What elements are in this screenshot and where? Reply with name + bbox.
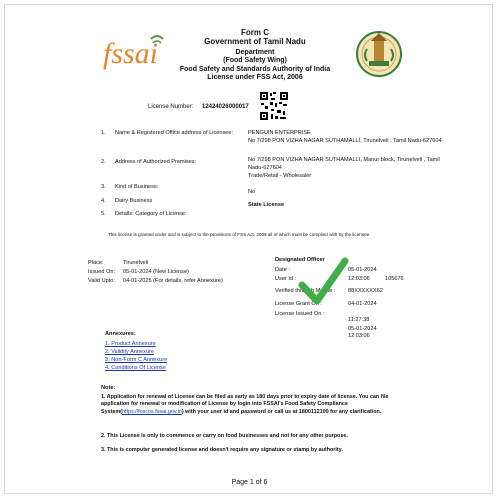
officer-issued-time: 11:27:38 [348,317,370,323]
field-value-premises: No 7/298 PON VIZHA NAGAR SUTHAMALLI, Manur block, Tirunelveli , Tamil Nadu-627604 Trade/Retail - Wholesaler [248,157,440,179]
verified-tick-icon [297,255,349,307]
annexure-link-non-form-c[interactable]: 3. Non-Form C Annexure [105,357,168,363]
field-label-premises: Address of Authorized Premises: [115,159,197,165]
form-title: Form C [241,28,269,37]
fssai-logo-text: fssai [103,37,159,70]
annexure-link-validity[interactable]: 2. Validity Annexure [105,349,155,355]
officer-verified-value: 88XXXXXX62 [348,288,383,294]
officer-userid-extra: 105676 [385,276,404,282]
government-title: Government of Tamil Nadu [204,37,306,46]
officer-date-label: Date : [275,267,290,273]
tamil-nadu-emblem-icon [349,29,409,79]
department-title: Department [235,49,275,56]
valid-upto-value: 04-01-2025 (For details, refer Annexure) [123,278,223,284]
officer-userid-value: 12:03:06 [348,276,370,282]
field-value-dairy: No [248,189,256,195]
note-paragraph-1 [101,394,411,416]
field-number: 1. [101,130,106,136]
field-number: 5. [101,211,106,217]
field-label-kind-business: Kind of Business: [115,184,159,190]
note-p1-a: 1. Application for renewal of License can be filed as early as 180 days prior to expiry date of license. You can file application for renewal or modification of License by login into FSSAI's Food Safety Compliance System( [101,394,389,415]
officer-userid-label: User Id : [275,276,297,282]
page-number: Page 1 of 6 [231,479,268,486]
officer-grant-label: License Grant On : [275,301,322,307]
field-label-category: Details: Category of License: [115,211,187,217]
officer-grant-value: 04-01-2024 [348,301,377,307]
officer-issued-time2: 12:03:06 [348,333,370,339]
annexure-link-product[interactable]: 1. Product Annexure [105,341,156,347]
qr-code-icon [259,91,289,121]
annexures-title: Annexures: [105,331,136,337]
issued-on-value: 05-01-2024 (New License) [123,269,189,275]
license-page [4,4,493,494]
license-granted-note: This license is granted under and is subject to the provisions of FSS Act, 2006 all of which must be complied with by the licensee. [108,232,371,237]
license-number-label: License Number: [148,104,194,110]
wing-title: (Food Safety Wing) [223,57,287,64]
officer-date-value: 05-01-2024 [348,267,377,273]
note-paragraph-2: 2. This License is only to commence or carry on food businesses and not for any other purpose. [101,433,348,439]
place-value: Tirunelveli [123,260,149,266]
field-label-dairy: Dairy Business [115,198,153,204]
field-number: 3. [101,184,106,190]
license-number: 12424026000017 [202,104,249,110]
authority-title: Food Safety and Standards Authority of India [179,66,331,73]
note-title: Note: [101,385,116,391]
officer-issued-date: 05-01-2024 [348,326,377,332]
issued-on-label: Issued On: [88,269,116,275]
place-label: Place: [88,260,104,266]
note-p1-b: ) with your user id and password or call us at 1800112100 for any clarification. [181,408,382,415]
field-number: 4. [101,198,106,204]
designated-officer-title: Designated Officer [275,257,325,263]
note-paragraph-3: 3. This is computer generated license and doesn't require any signature or stamp by authority. [101,447,343,453]
valid-upto-label: Valid Upto: [88,278,115,284]
field-label-name-address: Name & Registered Office address of Licensee: [115,130,234,136]
annexure-link-conditions[interactable]: 4. Conditions Of License [105,365,166,371]
officer-issued-label: License Issued On : [275,311,325,317]
foscos-link[interactable]: https://foscos.fssai.gov.in [121,408,182,415]
field-number: 2. [101,159,106,165]
field-value-category: State License [248,202,285,208]
officer-verified-label: Verified through Mobile : [275,288,336,294]
field-value-name-address: PENGUIN ENTERPRISE No 7/298 PON VIZHA NAGAR SUTHAMALLI, Tirunelveli , Tamil Nadu-627604 [248,130,442,144]
act-title: License under FSS Act, 2006 [207,74,303,81]
